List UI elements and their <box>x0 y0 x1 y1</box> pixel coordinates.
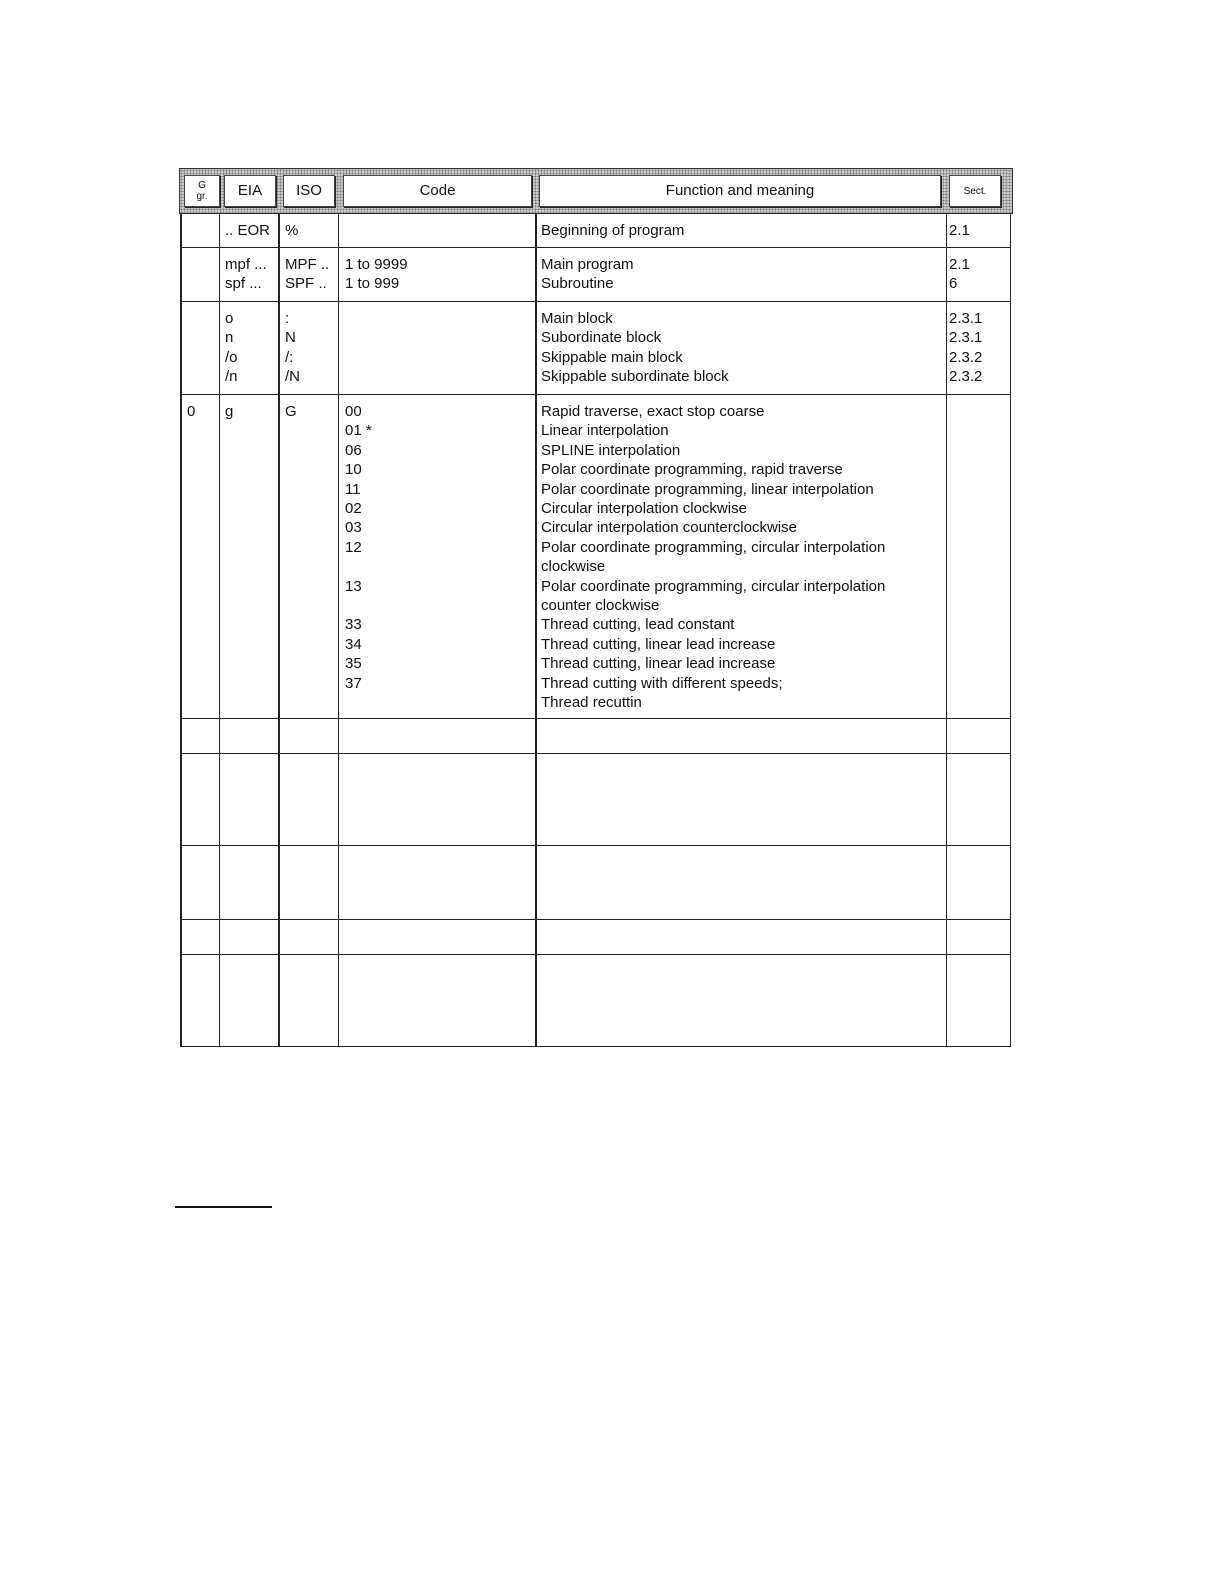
cell-line <box>345 309 535 328</box>
cell-function <box>541 302 946 394</box>
cell-line <box>345 221 535 240</box>
cell-line: Subordinate block <box>541 329 662 347</box>
cell-iso <box>285 920 340 954</box>
cell-line: 01 * <box>345 422 372 440</box>
cell-iso <box>285 719 340 753</box>
header-code: Code <box>343 175 532 207</box>
cell-line: Polar coordinate programming, circular interpolation <box>541 577 886 595</box>
cell-line: /n <box>225 368 238 386</box>
cell-line: Circular interpolation clockwise <box>541 500 747 518</box>
cell-line: Polar coordinate programming, rapid traverse <box>541 461 843 479</box>
cell-ggr <box>187 214 219 247</box>
table-body <box>180 214 1011 1047</box>
cell-line <box>187 761 219 780</box>
cell-line: Main program <box>541 256 634 273</box>
cell-line: : <box>285 310 290 327</box>
cell-iso <box>285 214 340 247</box>
cell-line <box>187 221 219 240</box>
cell-code <box>345 214 535 247</box>
cell-function <box>541 214 946 247</box>
cell-line <box>345 596 535 615</box>
cell-line <box>285 962 340 981</box>
table-row <box>180 719 1011 754</box>
cell-sect <box>949 920 1009 954</box>
cell-eia <box>225 302 280 394</box>
cell-line: g <box>225 403 234 420</box>
cell-line: Skippable subordinate block <box>541 368 729 386</box>
cell-line: Main block <box>541 310 613 327</box>
cell-eia <box>225 214 280 247</box>
cell-line: Thread cutting with different speeds; <box>541 674 783 692</box>
cell-line <box>541 927 946 946</box>
cell-line <box>187 309 219 328</box>
cell-line: mpf ... <box>225 256 267 273</box>
cell-line: 12 <box>345 538 362 556</box>
cell-line: 06 <box>345 441 362 459</box>
cell-sect <box>949 395 1009 718</box>
cell-code <box>345 920 535 954</box>
cell-line <box>949 761 1009 780</box>
cell-line: 2.3.2 <box>949 348 983 366</box>
cell-code <box>345 846 535 919</box>
cell-line: 0 <box>187 403 196 420</box>
table-row <box>180 754 1011 846</box>
cell-line <box>285 761 340 780</box>
cell-iso <box>285 846 340 919</box>
cell-line <box>187 962 219 981</box>
cell-line: 03 <box>345 519 362 537</box>
cell-line: /N <box>285 368 300 386</box>
cell-iso <box>285 395 340 718</box>
cell-line <box>345 557 535 576</box>
cell-line <box>225 962 280 981</box>
cell-function <box>541 955 946 1046</box>
cell-line <box>949 927 1009 946</box>
cell-line: Beginning of program <box>541 222 685 239</box>
cell-eia <box>225 955 280 1046</box>
header-iso: ISO <box>283 175 335 207</box>
cell-line <box>949 726 1009 745</box>
cell-sect <box>949 846 1009 919</box>
cell-line: 2.1 <box>949 256 970 273</box>
cell-line: 2.1 <box>949 222 970 239</box>
cell-line <box>225 927 280 946</box>
table-row <box>180 846 1011 920</box>
cell-sect <box>949 754 1009 845</box>
cell-line: /o <box>225 348 238 366</box>
cell-function <box>541 395 946 718</box>
table-row <box>180 920 1011 955</box>
cell-line: 1 to 9999 <box>345 256 408 273</box>
cell-sect <box>949 248 1009 301</box>
cell-line <box>541 962 946 981</box>
cell-line <box>541 853 946 872</box>
cell-ggr <box>187 846 219 919</box>
cell-line <box>541 726 946 745</box>
cell-function <box>541 248 946 301</box>
cell-line: SPLINE interpolation <box>541 441 681 459</box>
cell-line: 35 <box>345 655 362 673</box>
cell-ggr <box>187 920 219 954</box>
cell-ggr <box>187 754 219 845</box>
cell-line: Thread cutting, lead constant <box>541 616 735 634</box>
cell-ggr <box>187 395 219 718</box>
cell-ggr <box>187 302 219 394</box>
cell-function <box>541 846 946 919</box>
table-row <box>180 395 1011 719</box>
cell-code <box>345 395 535 718</box>
cell-line <box>949 962 1009 981</box>
cell-line: 02 <box>345 500 362 518</box>
cell-line <box>187 255 219 274</box>
cell-line: MPF .. <box>285 256 330 273</box>
cell-line: clockwise <box>541 558 606 576</box>
cell-line: Polar coordinate programming, circular interpolation <box>541 538 886 556</box>
cell-line: .. EOR <box>225 222 271 239</box>
cell-eia <box>225 719 280 753</box>
cell-line <box>285 853 340 872</box>
header-ggr <box>184 175 220 207</box>
cell-line <box>285 927 340 946</box>
cell-line: 10 <box>345 461 362 479</box>
cell-line: Rapid traverse, exact stop coarse <box>541 403 765 420</box>
cell-line: SPF .. <box>285 275 327 293</box>
cell-iso <box>285 955 340 1046</box>
cell-line <box>225 853 280 872</box>
cell-line: Linear interpolation <box>541 422 669 440</box>
cell-code <box>345 248 535 301</box>
cell-line <box>345 726 535 745</box>
cell-line <box>225 761 280 780</box>
cell-line: Circular interpolation counterclockwise <box>541 519 797 537</box>
cell-line: /: <box>285 348 294 366</box>
cell-line <box>541 761 946 780</box>
header-sect: Sect. <box>949 175 1001 207</box>
cell-line: 13 <box>345 577 362 595</box>
cell-ggr <box>187 955 219 1046</box>
cell-line <box>345 761 535 780</box>
cell-eia <box>225 920 280 954</box>
cell-ggr <box>187 248 219 301</box>
cell-line: Thread recuttin <box>541 694 642 712</box>
cell-eia <box>225 846 280 919</box>
header-function: Function and meaning <box>539 175 941 207</box>
cell-code <box>345 754 535 845</box>
header-ggr-bottom: gr. <box>196 191 208 202</box>
cell-function <box>541 754 946 845</box>
cell-line: 34 <box>345 635 362 653</box>
cell-iso <box>285 302 340 394</box>
cell-line: 2.3.2 <box>949 368 983 386</box>
cell-code <box>345 719 535 753</box>
cell-line <box>949 402 1009 421</box>
cell-eia <box>225 248 280 301</box>
table-row <box>180 248 1011 302</box>
cell-line: 2.3.1 <box>949 329 983 347</box>
table-row <box>180 955 1011 1047</box>
cell-line: 2.3.1 <box>949 310 983 327</box>
cell-line: counter clockwise <box>541 597 660 615</box>
cell-line: % <box>285 222 299 239</box>
cell-line: Skippable main block <box>541 348 683 366</box>
table-row <box>180 214 1011 248</box>
cell-eia <box>225 754 280 845</box>
cell-line: o <box>225 310 234 327</box>
cell-code <box>345 955 535 1046</box>
cell-iso <box>285 754 340 845</box>
cell-sect <box>949 302 1009 394</box>
cell-line: Thread cutting, linear lead increase <box>541 635 776 653</box>
cell-line: Polar coordinate programming, linear interpolation <box>541 480 874 498</box>
cell-function <box>541 719 946 753</box>
footnote-rule <box>175 1206 272 1208</box>
cell-sect <box>949 955 1009 1046</box>
cell-line: 11 <box>345 480 361 498</box>
cell-line: 6 <box>949 275 958 293</box>
cell-line: G <box>285 403 297 420</box>
header-eia: EIA <box>224 175 276 207</box>
cell-line: n <box>225 329 234 347</box>
cell-line: 1 to 999 <box>345 275 400 293</box>
cell-line: 37 <box>345 674 362 692</box>
cell-function <box>541 920 946 954</box>
cell-line <box>285 726 340 745</box>
cell-line: 33 <box>345 616 362 634</box>
cell-line <box>345 962 535 981</box>
cell-line <box>345 853 535 872</box>
cell-line <box>949 853 1009 872</box>
table-row <box>180 302 1011 395</box>
cell-ggr <box>187 719 219 753</box>
cell-eia <box>225 395 280 718</box>
cell-line: Subroutine <box>541 275 614 293</box>
cell-line <box>345 927 535 946</box>
header-ggr-top: G <box>198 180 206 191</box>
cell-iso <box>285 248 340 301</box>
cell-line <box>225 726 280 745</box>
cell-line <box>187 853 219 872</box>
cell-line: spf ... <box>225 275 262 293</box>
cell-sect <box>949 719 1009 753</box>
table-header <box>179 168 1013 214</box>
cell-line: Thread cutting, linear lead increase <box>541 655 776 673</box>
cell-sect <box>949 214 1009 247</box>
cell-line: 00 <box>345 403 362 420</box>
cell-line: N <box>285 329 296 347</box>
cell-line <box>187 726 219 745</box>
cell-code <box>345 302 535 394</box>
cell-line <box>187 927 219 946</box>
